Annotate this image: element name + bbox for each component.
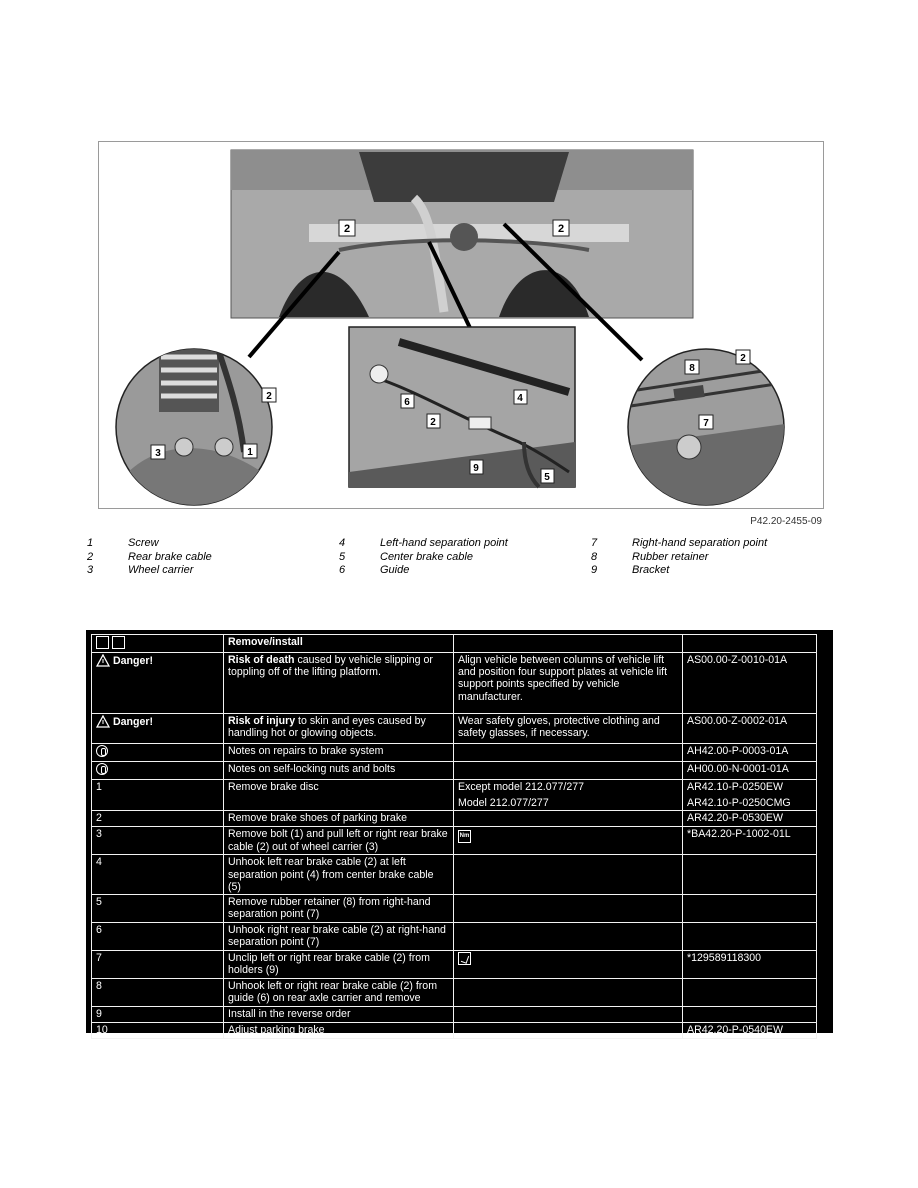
warning-triangle-icon: [96, 654, 110, 667]
empty-cell: [683, 1007, 817, 1023]
step-text: Unhook left rear brake cable (2) at left separation point (4) from center brake cable (5): [224, 855, 454, 895]
ref-link[interactable]: AR42.20-P-0540EW: [683, 1023, 817, 1039]
empty-cell: [454, 855, 683, 895]
step-text: Unclip left or right rear brake cable (2) from holders (9): [224, 951, 454, 979]
empty-cell: [454, 744, 683, 762]
legend-text: Bracket: [632, 564, 670, 576]
note-line: Except model 212.077/277: [458, 781, 585, 793]
info-note-icon: [96, 763, 108, 775]
note-icon-cell: [92, 744, 224, 762]
step-text: Notes on self-locking nuts and bolts: [224, 762, 454, 780]
step-number: 6: [92, 923, 224, 951]
hazard-cell: [224, 714, 454, 744]
legend-num: 5: [339, 550, 346, 563]
hazard-text: to skin and eyes caused by handling hot or glowing objects.: [228, 715, 426, 740]
note-cell: Align vehicle between columns of vehicle lift and position four support plates at vehicle lift support points specified by vehicle manufacturer.: [454, 653, 683, 714]
step-number: 9: [92, 1007, 224, 1023]
right-callout-2: 2: [740, 353, 746, 364]
hazard-title: Risk of injury: [228, 715, 296, 727]
procedure-table-panel: [86, 630, 833, 1037]
legend-num: 2: [87, 550, 94, 563]
mid-callout-2: 2: [430, 417, 436, 428]
ref-link[interactable]: *129589118300: [683, 951, 817, 979]
install-icon: [112, 636, 125, 649]
legend-column-2: [339, 537, 508, 578]
step-number: 2: [92, 811, 224, 827]
legend-item: [87, 551, 212, 565]
danger-label: Danger!: [113, 716, 154, 728]
table-row: [92, 1023, 817, 1039]
danger-cell: [92, 653, 224, 714]
empty-cell: [454, 811, 683, 827]
table-row: [92, 714, 817, 744]
header-empty: [683, 635, 817, 653]
table-row: [92, 951, 817, 979]
step-text: Notes on repairs to brake system: [224, 744, 454, 762]
mid-callout-4: 4: [517, 393, 523, 404]
hazard-text: caused by vehicle slipping or toppling off of the lifting platform.: [228, 654, 433, 679]
legend-num: 8: [591, 550, 598, 563]
mid-callout-9: 9: [473, 463, 479, 474]
empty-cell: [683, 979, 817, 1007]
danger-cell: [92, 714, 224, 744]
legend-column-1: [87, 537, 212, 578]
note-cell: Wear safety gloves, protective clothing and safety glasses, if necessary.: [454, 714, 683, 744]
empty-cell: [454, 762, 683, 780]
ref-link[interactable]: AS00.00-Z-0010-01A: [683, 653, 817, 714]
figure-code: P42.20-2455-09: [750, 516, 822, 527]
step-number: 8: [92, 979, 224, 1007]
step-text: Adjust parking brake: [224, 1023, 454, 1039]
left-callout-1: 1: [247, 447, 253, 458]
empty-cell: [683, 923, 817, 951]
legend-item: [591, 551, 767, 565]
step-number: 10: [92, 1023, 224, 1039]
legend-column-3: [591, 537, 767, 578]
step-text: Unhook left or right rear brake cable (2) from guide (6) on rear axle carrier and remove: [224, 979, 454, 1007]
legend-num: 9: [591, 564, 598, 576]
torque-nm-icon[interactable]: Nm: [458, 830, 471, 843]
ref-link[interactable]: AH42.00-P-0003-01A: [683, 744, 817, 762]
legend-num: 4: [339, 537, 346, 549]
legend-item: [591, 537, 767, 551]
hazard-cell: [224, 653, 454, 714]
table-row: [92, 780, 817, 811]
ref-link[interactable]: AS00.00-Z-0002-01A: [683, 714, 817, 744]
ref-cell: [683, 780, 817, 811]
table-row: [92, 744, 817, 762]
legend-text: Center brake cable: [380, 550, 473, 563]
left-callout-3: 3: [155, 448, 161, 459]
step-text: Remove brake shoes of parking brake: [224, 811, 454, 827]
main-callout-left: 2: [343, 223, 351, 235]
table-row: [92, 811, 817, 827]
ref-link[interactable]: AR42.20-P-0530EW: [683, 811, 817, 827]
remove-icon: [96, 636, 109, 649]
ref-link[interactable]: *BA42.20-P-1002-01L: [683, 827, 817, 855]
legend-item: [339, 564, 508, 578]
legend-text: Screw: [128, 537, 159, 549]
legend-text: Rear brake cable: [128, 550, 212, 563]
left-detail-photo: [116, 342, 276, 510]
legend-text: Left-hand separation point: [380, 537, 508, 549]
right-callout-8: 8: [689, 363, 695, 374]
step-text: Unhook right rear brake cable (2) at right-hand separation point (7): [224, 923, 454, 951]
ref-link[interactable]: AH00.00-N-0001-01A: [683, 762, 817, 780]
note-icon-cell: [92, 762, 224, 780]
header-empty: [454, 635, 683, 653]
legend-num: 1: [87, 537, 94, 549]
empty-cell: [454, 979, 683, 1007]
ref-link[interactable]: AR42.10-P-0250EW: [687, 781, 783, 793]
header-title: Remove/install: [224, 635, 454, 653]
procedure-table: [91, 634, 817, 1039]
info-note-icon: [96, 745, 108, 757]
mid-callout-5: 5: [544, 472, 550, 483]
legend-text: Rubber retainer: [632, 550, 709, 563]
hazard-title: Risk of death: [228, 654, 295, 666]
table-row: [92, 827, 817, 855]
legend-item: [87, 537, 212, 551]
legend-text: Right-hand separation point: [632, 537, 768, 549]
middle-detail-photo: [349, 327, 575, 487]
step-number: 1: [92, 780, 224, 811]
step-text: Remove brake disc: [224, 780, 454, 811]
note-cell: [454, 780, 683, 811]
exploded-view-figure: [98, 141, 824, 509]
legend-num: 3: [87, 564, 94, 576]
right-callout-7: 7: [703, 418, 709, 429]
empty-cell: [454, 1007, 683, 1023]
icon-cell: [454, 951, 683, 979]
table-row: [92, 979, 817, 1007]
table-header-row: [92, 635, 817, 653]
step-number: 4: [92, 855, 224, 895]
warning-triangle-icon: [96, 715, 110, 728]
legend-text: Guide: [380, 564, 410, 576]
empty-cell: [454, 895, 683, 923]
table-row: [92, 923, 817, 951]
table-row: [92, 653, 817, 714]
legend-item: [339, 537, 508, 551]
table-row: [92, 855, 817, 895]
empty-cell: [683, 895, 817, 923]
step-number: 3: [92, 827, 224, 855]
main-underbody-photo: [231, 150, 693, 318]
empty-cell: [683, 855, 817, 895]
mid-callout-6: 6: [404, 397, 410, 408]
right-detail-photo: [619, 349, 799, 510]
step-number: 5: [92, 895, 224, 923]
empty-cell: [454, 1023, 683, 1039]
icon-cell: [454, 827, 683, 855]
step-text: Remove rubber retainer (8) from right-hand separation point (7): [224, 895, 454, 923]
note-line: Model 212.077/277: [458, 797, 549, 810]
main-callout-right: 2: [557, 223, 565, 235]
legend-text: Wheel carrier: [128, 564, 194, 576]
step-text: Remove bolt (1) and pull left or right rear brake cable (2) out of wheel carrier (3): [224, 827, 454, 855]
step-number: 7: [92, 951, 224, 979]
legend-num: 6: [339, 564, 346, 576]
ref-link[interactable]: AR42.10-P-0250CMG: [687, 797, 791, 810]
legend-item: [591, 564, 767, 578]
empty-cell: [454, 923, 683, 951]
brake-cable-illustration: [99, 142, 825, 510]
special-tool-icon[interactable]: [458, 952, 471, 965]
legend-item: [339, 551, 508, 565]
left-callout-2: 2: [266, 391, 272, 402]
header-icons-cell: [92, 635, 224, 653]
table-row: [92, 895, 817, 923]
legend-item: [87, 564, 212, 578]
table-row: [92, 1007, 817, 1023]
table-row: [92, 762, 817, 780]
step-text: Install in the reverse order: [224, 1007, 454, 1023]
legend-num: 7: [591, 537, 598, 549]
danger-label: Danger!: [113, 655, 154, 667]
